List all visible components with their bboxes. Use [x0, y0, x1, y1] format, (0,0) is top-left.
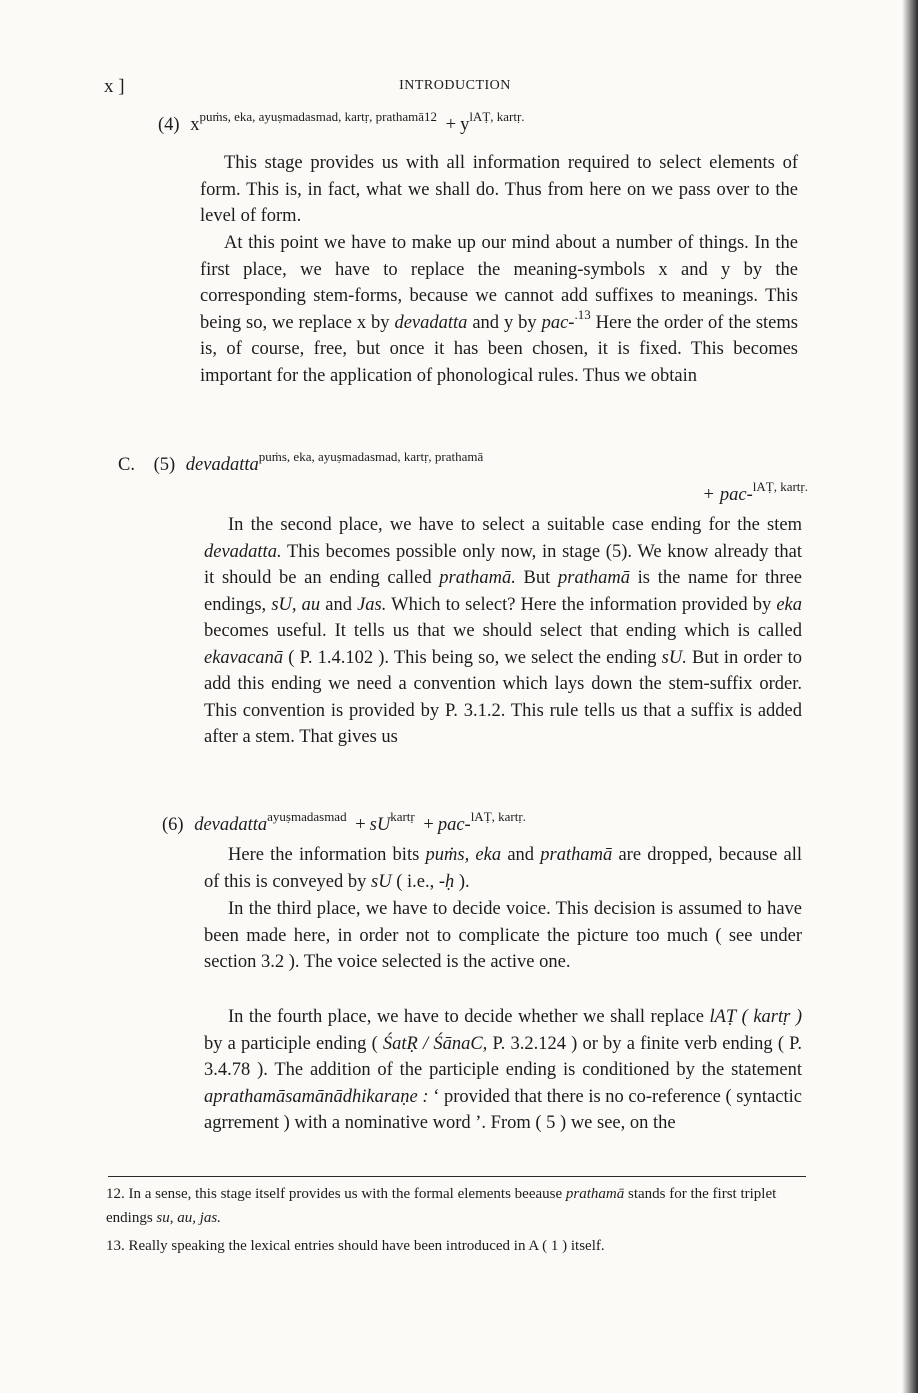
paragraph: In the second place, we have to select a suitable case ending for the stem devadatta. This becomes possible only now, in stage (5). We know already that it should be an ending called prathamā. But prathamā is the name for three endings, sU, au and Jas. Which to select? Here the information provided by eka becomes useful. It tells us that we should select that ending which is called ekavacanā ( P. 1.4.102 ). This being so, we select the ending sU. But in order to add this ending we need a convention which lays down the stem-suffix order. This convention is provided by P. 3.1.2. This rule tells us that a suffix is added after a stem. That gives us	[204, 515, 803, 747]
equation-number: (5)	[153, 455, 176, 475]
equation-6: (6) devadatta$^{ayuṣmadasmad}$ + $sU^{kartṛ} + pac-^{lAṬ, kartṛ.}$	[162, 809, 526, 835]
page-number: x ]	[104, 76, 125, 97]
page-header	[100, 72, 810, 100]
footnote-12: 12. In a sense, this stage itself provides us with the formal elements beeause prathamā stands for the first triplet endings su, au, jas.	[106, 1186, 777, 1226]
footnote-ref-13: .13	[574, 306, 591, 322]
equation-superscript: lAṬ, kartṛ.	[470, 809, 526, 824]
equation-superscript: lAṬ, kartṛ.	[752, 479, 808, 494]
equation-superscript: puṁs, eka, ayuṣmadasmad, kartṛ, prathamā	[258, 449, 484, 464]
section-label: C.	[118, 455, 135, 475]
paragraph: Here the information bits puṁs, eka and prathamā are dropped, because all of this is conveyed by sU ( i.e., -ḥ ).	[204, 845, 802, 892]
equation-superscript: kartṛ	[390, 809, 415, 824]
scan-edge-shadow	[902, 0, 918, 1393]
equation-number: (6)	[162, 815, 184, 835]
paragraph: At this point we have to make up our mind about a number of things. In the first place, we have to replace the meaning-symbols x and y by the corresponding stem-forms, because we cannot add suffixes to meanings. This being so, we replace x by devadatta and y by pac-$^{.13}$ Here the order of the stems is, of course, free, but once it has been chosen, it is fixed. This becomes important for the application of phonological rules. Thus we obtain	[200, 233, 798, 386]
footnote-ref-12: 12	[424, 109, 437, 124]
equation-superscript: ayuṣmadasmad	[267, 809, 347, 824]
paragraph: In the third place, we have to decide voice. This decision is assumed to have been made here, in order not to complicate the picture too much ( see under section 3.2 ). The voice selected is the active one.	[204, 899, 802, 972]
equation-number: (4)	[158, 115, 180, 135]
equation-4: (4) $x^{puṁs, eka, ayuṣmadasmad, kartṛ, prathamā12} + y^{lAṬ, kartṛ.}$	[158, 109, 525, 135]
running-title: INTRODUCTION	[399, 78, 511, 93]
equation-superscript: puṁs, eka, ayuṣmadasmad, kartṛ, prathamā	[199, 109, 424, 124]
paragraph: In the fourth place, we have to decide whether we shall replace lAṬ ( kartṛ ) by a participle ending ( ŚatṚ / ŚānaC, P. 3.2.124 ) or by a finite verb ending ( P. 3.4.78 ). The addition of the participle ending is conditioned by the statement aprathamāsamānādhikaraṇe : ‘ provided that there is no co-reference ( syntactic agrrement ) with a nominative word ’. From ( 5 ) we see, on the	[204, 1007, 803, 1133]
equation-5: C. (5) devadatta$^{puṁs, eka, ayuṣmadasmad, kartṛ, prathamā}$ + pac-$^{lAṬ, kartṛ.}$	[118, 449, 808, 505]
footnote-13: 13. Really speaking the lexical entries should have been introduced in A ( 1 ) itself.	[106, 1238, 605, 1254]
paragraph: This stage provides us with all information required to select elements of form. This is, in fact, what we shall do. Thus from here on we pass over to the level of form.	[200, 153, 798, 226]
footnote-divider	[108, 1176, 806, 1177]
equation-superscript: lAṬ, kartṛ.	[469, 109, 525, 124]
